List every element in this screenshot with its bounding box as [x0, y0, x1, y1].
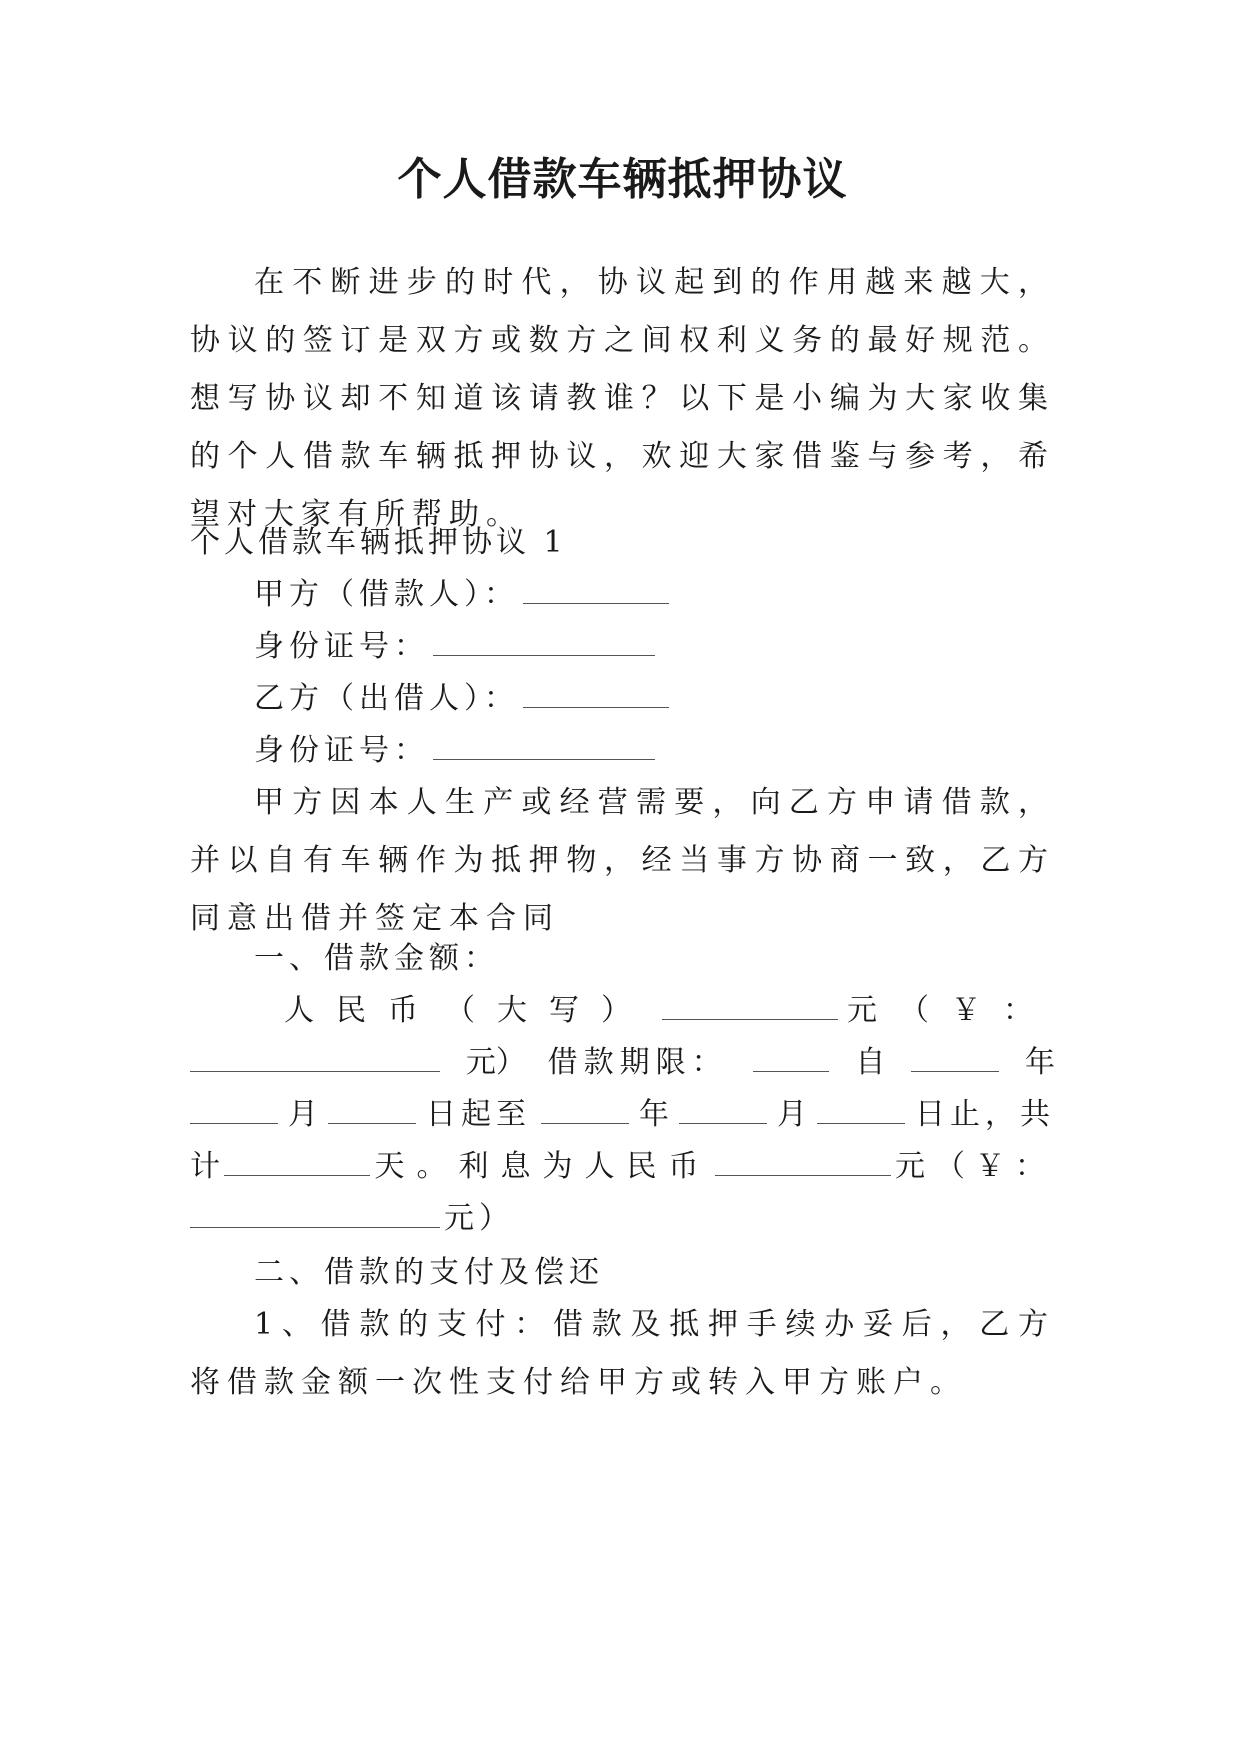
party-a-id-label: 身份证号： — [254, 629, 429, 664]
month-label-1: 月 — [288, 1097, 318, 1132]
interest-figure-blank — [190, 1191, 440, 1228]
yuan-close-label-2: 元） — [444, 1201, 514, 1236]
ji-label: 计 — [190, 1149, 220, 1184]
rmb-label: 人民币 — [284, 993, 440, 1028]
amount-figure-blank — [190, 1035, 440, 1072]
clause1-heading: 一、借款金额： — [254, 941, 499, 976]
party-a-id-blank — [433, 619, 655, 656]
clause2-item1: 1、借款的支付：借款及抵押手续办妥后，乙方将借款金额一次性支付给甲方或转入甲方账户。 — [190, 1307, 1055, 1400]
party-b-blank — [523, 671, 669, 708]
amount-row-5 — [190, 1190, 1055, 1248]
term-blank — [753, 1035, 829, 1072]
party-a-label: 甲方（借款人）： — [254, 577, 519, 612]
amount-daxie-blank — [662, 983, 838, 1020]
amount-row-4 — [190, 1138, 1055, 1196]
party-a-line — [190, 566, 1119, 624]
party-a-blank — [523, 567, 669, 604]
end-day-blank — [817, 1087, 905, 1124]
document-title: 个人借款车辆抵押协议 — [397, 154, 848, 205]
term-label: 借款期限： — [547, 1045, 728, 1080]
year-label-2: 年 — [639, 1097, 669, 1132]
start-month-blank — [190, 1087, 278, 1124]
start-day-blank — [328, 1087, 416, 1124]
yuan-close-label: 元） — [465, 1045, 526, 1080]
day-to-label: 日止，共 — [915, 1097, 1055, 1132]
party-a-id-line — [190, 618, 1119, 676]
days-interest-label: 天。利息为人民币 — [374, 1149, 711, 1184]
party-b-id-line — [190, 722, 1119, 780]
total-days-blank — [224, 1139, 370, 1176]
yuan-open-label-2: 元（￥： — [895, 1149, 1055, 1184]
amount-row-1 — [190, 982, 1055, 1040]
party-b-id-label: 身份证号： — [254, 733, 429, 768]
purpose-paragraph: 甲方因本人生产或经营需要，向乙方申请借款，并以自有车辆作为抵押物，经当事方协商一致，乙方同意出借并签定本合同 — [190, 785, 1055, 936]
amount-row-2 — [190, 1034, 1055, 1092]
day-from-label: 日起至 — [426, 1097, 531, 1132]
amount-row-3 — [190, 1086, 1055, 1144]
daxie-label: （大写） — [445, 993, 653, 1028]
section-heading: 个人借款车辆抵押协议 1 — [190, 525, 567, 560]
end-year-blank — [541, 1087, 629, 1124]
party-b-id-blank — [433, 723, 655, 760]
start-year-blank — [911, 1035, 999, 1072]
interest-daxie-blank — [715, 1139, 891, 1176]
yuan-open-label: 元（￥： — [847, 993, 1055, 1028]
intro-paragraph: 在不断进步的时代，协议起到的作用越来越大，协议的签订是双方或数方之间权利义务的最好规范。想写协议却不知道该请教谁？以下是小编为大家收集的个人借款车辆抵押协议，欢迎大家借鉴与参考，希望对大家有所帮助。 — [190, 265, 1055, 532]
clause2-heading: 二、借款的支付及偿还 — [254, 1255, 604, 1290]
year-label: 年 — [1024, 1045, 1055, 1080]
party-b-line — [190, 670, 1119, 728]
from-label: 自 — [855, 1045, 886, 1080]
party-b-label: 乙方（出借人）： — [254, 681, 519, 716]
month-label-2: 月 — [777, 1097, 807, 1132]
end-month-blank — [679, 1087, 767, 1124]
